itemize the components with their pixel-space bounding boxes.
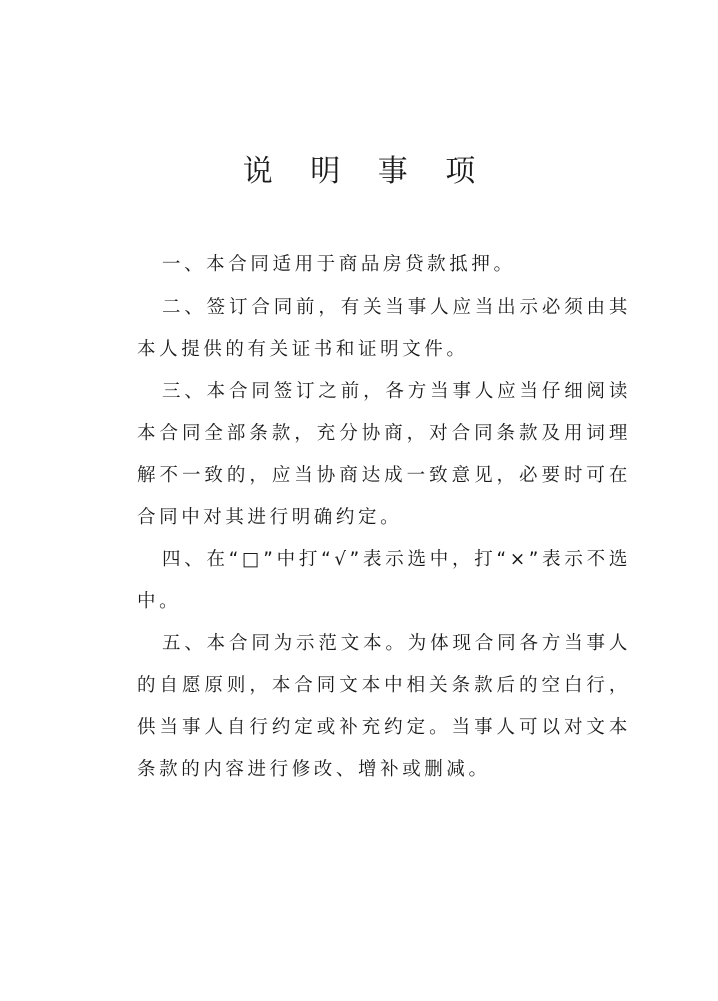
paragraph-5: 五、本合同为示范文本。为体现合同各方当事人的自愿原则，本合同文本中相关条款后的空白行，供当事人自行约定或补充约定。当事人可以对文本条款的内容进行修改、增补或删减。 [137, 633, 631, 780]
paragraph-4: 四、在“□”中打“√”表示选中，打“×”表示不选中。 [137, 549, 631, 612]
page-title: 说 明 事 项 [242, 154, 490, 189]
paragraph-1: 一、本合同适用于商品房贷款抵押。 [161, 254, 516, 275]
paragraph-3: 三、本合同签订之前，各方当事人应当仔细阅读本合同全部条款，充分协商，对合同条款及用词理解不一致的，应当协商达成一致意见，必要时可在合同中对其进行明确约定。 [137, 381, 631, 528]
paragraph-2: 二、签订合同前，有关当事人应当出示必须由其本人提供的有关证书和证明文件。 [137, 297, 631, 360]
document-body [137, 244, 631, 791]
